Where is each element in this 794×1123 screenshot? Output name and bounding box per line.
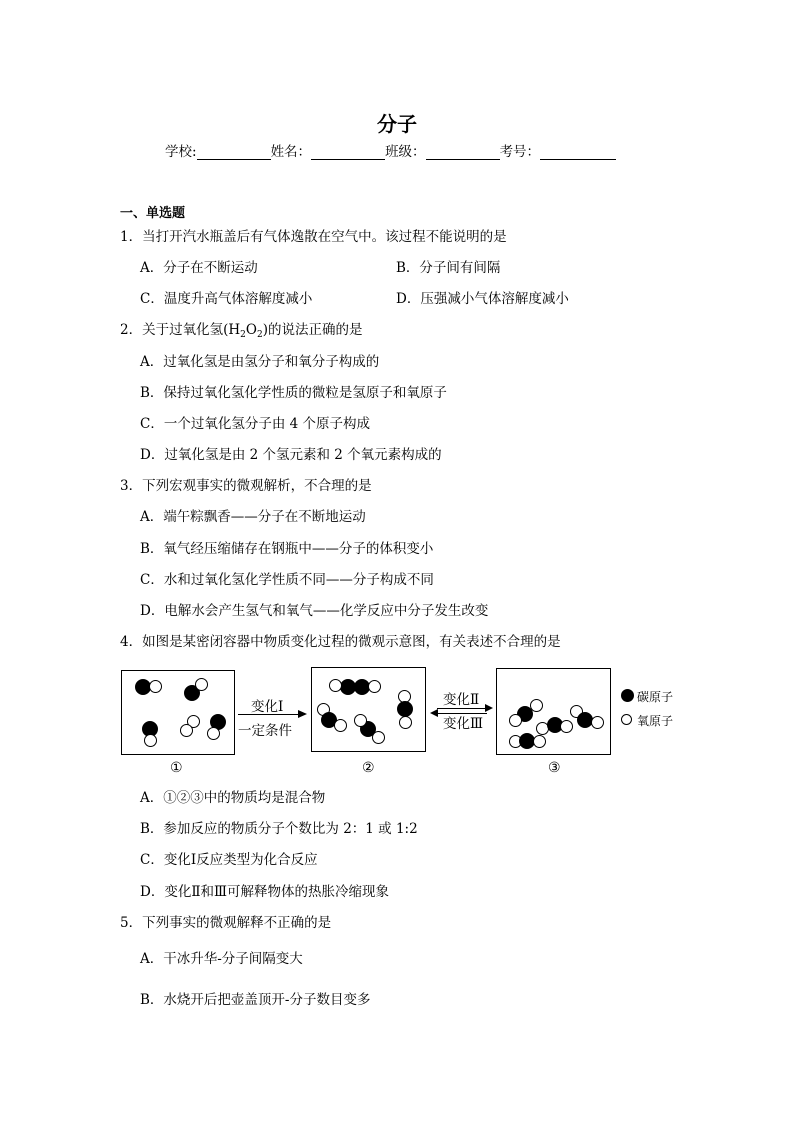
q4-option-d: D．变化Ⅱ和Ⅲ可解释物体的热胀冷缩现象 [140, 884, 390, 900]
q5-stem: 5．下列事实的微观解释不正确的是 [120, 915, 332, 931]
figure-label-2: ② [362, 760, 375, 776]
arrow-1-head [298, 710, 307, 718]
oxygen-atom [591, 716, 604, 729]
change-3-label: 变化Ⅲ [443, 716, 484, 732]
oxygen-atom [207, 727, 220, 740]
school-label: 学校: [165, 144, 197, 160]
oxygen-atom [560, 720, 573, 733]
q3-option-c: C．水和过氧化氢化学性质不同——分子构成不同 [140, 572, 434, 588]
q1-option-d: D．压强减小气体溶解度减小 [396, 291, 569, 307]
q5-option-b: B．水烧开后把壶盖顶开-分子数目变多 [140, 992, 371, 1008]
figure-label-3: ③ [548, 760, 561, 776]
oxygen-atom [509, 714, 522, 727]
change-1-label: 变化Ⅰ [251, 699, 284, 715]
arrow-2-line [437, 708, 487, 709]
q2-stem-o: O [245, 322, 257, 338]
q2-stem [120, 322, 362, 338]
q1-option-b: B．分子间有间隔 [396, 260, 501, 276]
legend-oxygen-icon [621, 714, 632, 725]
class-blank [426, 145, 500, 160]
figure-label-1: ① [170, 760, 183, 776]
q1-option-a: A．分子在不断运动 [140, 260, 258, 276]
q3-option-d: D．电解水会产生氢气和氧气——化学反应中分子发生改变 [140, 603, 489, 619]
arrow-2-head [485, 704, 493, 712]
q3-stem: 3．下列宏观事实的微观解析，不合理的是 [120, 478, 372, 494]
page-title: 分子 [377, 112, 417, 136]
oxygen-atom [334, 719, 347, 732]
oxygen-atom [354, 714, 367, 727]
oxygen-atom [180, 724, 193, 737]
name-blank [311, 145, 385, 160]
q1-option-c: C．温度升高气体溶解度减小 [140, 291, 313, 307]
change-2-label: 变化Ⅱ [443, 692, 480, 708]
q4-option-c: C．变化Ⅰ反应类型为化合反应 [140, 852, 318, 868]
container-2 [311, 667, 426, 752]
oxygen-atom [533, 735, 546, 748]
container-1 [121, 670, 235, 755]
q2-stem-pre: 2．关于过氧化氢(H [120, 322, 241, 338]
q2-sub-h: 2 [240, 330, 246, 340]
q4-option-b: B．参加反应的物质分子个数比为 2：1 或 1:2 [140, 821, 418, 837]
oxygen-atom [149, 680, 162, 693]
arrow-3-head [430, 709, 438, 717]
oxygen-atom [329, 679, 342, 692]
oxygen-atom [144, 734, 157, 747]
student-info-line [165, 140, 616, 160]
legend-carbon-label: 碳原子 [637, 690, 674, 704]
school-blank [197, 145, 271, 160]
q3-option-b: B．氧气经压缩储存在钢瓶中——分子的体积变小 [140, 541, 434, 557]
carbon-atom [397, 701, 413, 717]
q4-stem: 4．如图是某密闭容器中物质变化过程的微观示意图，有关表述不合理的是 [120, 634, 561, 650]
q1-stem: 1．当打开汽水瓶盖后有气体逸散在空气中。该过程不能说明的是 [120, 229, 507, 245]
condition-label: 一定条件 [238, 723, 292, 739]
q2-option-c: C．一个过氧化氢分子由 4 个原子构成 [140, 416, 371, 432]
oxygen-atom [368, 680, 381, 693]
oxygen-atom [399, 716, 412, 729]
oxygen-atom [195, 678, 208, 691]
container-3 [496, 668, 611, 755]
class-label: 班级： [385, 144, 426, 160]
oxygen-atom [372, 731, 385, 744]
q5-option-a: A．干冰升华-分子间隔变大 [140, 951, 303, 967]
section-heading: 一、单选题 [120, 206, 186, 221]
q2-option-b: B．保持过氧化氢化学性质的微粒是氢原子和氧原子 [140, 385, 447, 401]
legend-carbon-icon [621, 689, 634, 702]
q3-option-a: A．端午粽飘香——分子在不断地运动 [140, 509, 366, 525]
q4-option-a: A．①②③中的物质均是混合物 [140, 790, 326, 806]
q2-option-a: A．过氧化氢是由氢分子和氧分子构成的 [140, 354, 380, 370]
exam-no-blank [540, 145, 616, 160]
name-label: 姓名： [270, 144, 312, 160]
q2-option-d: D．过氧化氢是由 2 个氢元素和 2 个氧元素构成的 [140, 447, 442, 463]
arrow-1-line [238, 714, 300, 715]
legend-oxygen-label: 氧原子 [637, 714, 674, 728]
exam-no-label: 考号： [499, 144, 541, 160]
q2-stem-post: )的说法正确的是 [262, 322, 363, 338]
q2-sub-o: 2 [256, 330, 263, 340]
